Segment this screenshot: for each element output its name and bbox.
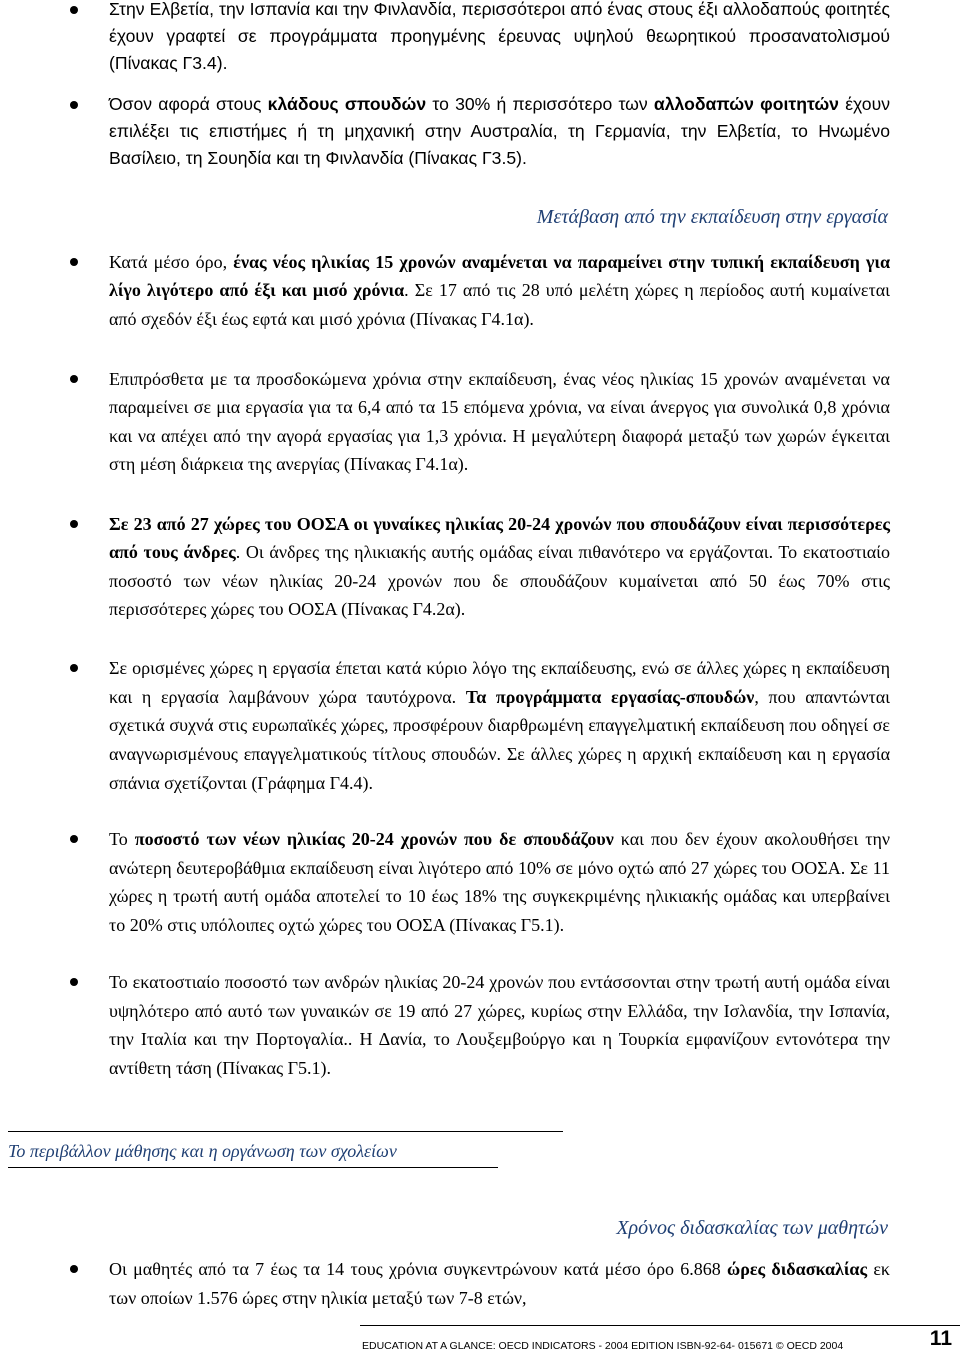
text-run: Το εκατοστιαίο ποσοστό των ανδρών ηλικίας 20-24 χρονών που εντάσσονται στην τρωτή αυτή ομάδα είναι υψηλότερο από αυτό των γυναικών σε 19 από 27 χώρες, κυρίως στην Ελλάδα, την Ισλανδία, την Ισπανία, την Ιταλία και την Πορτογαλία.. Η Δανία, το Λουξεμβούργο και η Τουρκία εμφανίζουν εντονότερα την αντίθετη τάση (Πίνακας Γ5.1).	[109, 972, 890, 1079]
text-run: το 30% ή περισσότερο των	[426, 94, 654, 114]
bold-text: ποσοστό των νέων ηλικίας 20-24 χρονών που δε σπουδάζουν	[134, 829, 614, 849]
text-run: Κατά μέσο όρο,	[109, 252, 234, 272]
text-run: , που απαντώνται σχετικά συχνά στις ευρωπαϊκές χώρες, προσφέρουν διαρθρωμένη επαγγελματική εκπαίδευση που οδηγεί σε αναγνωρισμένους επαγγελματικούς τίτλους σπουδών. Σε άλλες χώρες η αρχική εκπαίδευση και η εργασία σπάνια σχετίζονται (Γράφημα Γ4.4).	[109, 686, 891, 793]
text-run: . Σε 17 από τις 28 υπό μελέτη χώρες η περίοδος αυτή κυμαίνεται από σχεδόν έξι έως εφτά και μισό χρόνια (Πίνακας Γ4.1α).	[109, 280, 890, 329]
subsection-heading: Χρόνος διδασκαλίας των μαθητών	[616, 1217, 888, 1239]
paragraph	[109, 0, 890, 77]
paragraph	[109, 365, 890, 479]
bullet-dot	[70, 258, 78, 266]
text-run: Στην Ελβετία, την Ισπανία και την Φινλανδία, περισσότεροι από ένας στους έξι αλλοδαπούς φοιτητές έχουν γραφτεί σε προγράμματα προηγμένης έρευνας υψηλού θεωρητικού προσανατολισμού (Πίνακας Γ3.4).	[109, 0, 890, 73]
text-run: και που δεν έχουν ακολουθήσει την ανώτερη δευτεροβάθμια εκπαίδευση είναι λιγότερο από 10% σε μόνο οχτώ από 27 χώρες του ΟΟΣΑ. Σε 11 χώρες η τρωτή αυτή ομάδα αποτελεί το 10 έως 18% της συγκεκριμένης ηλικιακής ομάδας και υπερβαίνει το 20% στις υπόλοιπες οχτώ χώρες του ΟΟΣΑ (Πίνακας Γ5.1).	[109, 829, 890, 936]
bullet-item	[70, 248, 890, 333]
text-run: Οι μαθητές από τα 7 έως τα 14 τους χρόνια συγκεντρώνουν κατά μέσο όρο 6.868	[109, 1259, 728, 1279]
bullet-dot	[70, 978, 78, 986]
bullet-item	[70, 825, 890, 940]
text-run: Επιπρόσθετα με τα προσδοκώμενα χρόνια στην εκπαίδευση, ένας νέος ηλικίας 15 χρονών αναμένεται να παραμείνει σε μια εργασία για τα 6,4 από τα 15 επόμενα χρόνια, να είναι άνεργος για συνολικά 0,8 χρόνια και να απέχει από την αγορά εργασίας για 1,3 χρόνια. Η μεγαλύτερη διαφορά μεταξύ των χωρών έγκειται στη μέση διάρκεια της ανεργίας (Πίνακας Γ4.1α).	[109, 369, 890, 475]
bullet-item	[70, 0, 890, 77]
text-run: . Οι άνδρες της ηλικιακής αυτής ομάδας είναι πιθανότερο να εργάζονται. Το εκατοστιαίο ποσοστό των νέων ηλικίας 20-24 χρονών που δε σπουδάζουν κυμαίνεται από 50 έως 70% στις περισσότερες χώρες του ΟΟΣΑ (Πίνακας Γ4.2α).	[109, 542, 891, 620]
bullet-dot	[70, 520, 78, 528]
bullet-dot	[70, 664, 78, 672]
subsection-heading: Μετάβαση από την εκπαίδευση στην εργασία	[536, 206, 888, 228]
bullet-dot	[70, 1265, 78, 1273]
paragraph	[109, 248, 890, 333]
paragraph	[109, 654, 890, 798]
bullet-item	[70, 1255, 890, 1312]
bullet-dot	[70, 835, 78, 843]
section-rule	[8, 1167, 498, 1168]
paragraph	[109, 1255, 890, 1312]
footer-rule	[360, 1325, 960, 1326]
paragraph	[109, 510, 890, 624]
paragraph	[109, 91, 890, 172]
bold-text: Σε 23 από 27 χώρες του ΟΟΣΑ οι γυναίκες ηλικίας 20-24 χρονών που σπουδάζουν είναι περισσότερες από τους άνδρες	[109, 514, 890, 563]
section-title: Το περιβάλλον μάθησης και η οργάνωση των σχολείων	[8, 1141, 397, 1161]
paragraph	[109, 825, 890, 940]
bullet-dot	[70, 6, 78, 14]
text-run: Όσον αφορά στους	[109, 94, 268, 114]
text-run: Σε ορισμένες χώρες η εργασία έπεται κατά κύριο λόγο της εκπαίδευσης, ενώ σε άλλες χώρες η εκπαίδευση και η εργασία λαμβάνουν χώρα ταυτόχρονα.	[109, 658, 890, 707]
text-run: Το	[109, 829, 135, 849]
bold-text: ώρες διδασκαλίας	[727, 1259, 868, 1279]
page-number: 11	[929, 1327, 952, 1350]
bullet-dot	[70, 375, 78, 383]
bullet-item	[70, 654, 890, 798]
bullet-item	[70, 968, 890, 1083]
bullet-dot	[70, 101, 78, 109]
section-rule	[8, 1131, 563, 1132]
bullet-item	[70, 91, 890, 172]
bold-text: ένας νέος ηλικίας 15 χρονών αναμένεται να παραμείνει στην τυπική εκπαίδευση για λίγο λιγότερο από έξι και μισό χρόνια	[109, 252, 890, 301]
paragraph	[109, 968, 890, 1083]
text-run: εκ των οποίων 1.576 ώρες στην ηλικία μεταξύ των 7-8 ετών,	[109, 1259, 890, 1308]
bold-text: κλάδους σπουδών	[267, 94, 427, 114]
footer-text: EDUCATION AT A GLANCE: OECD INDICATORS - 2004 EDITION ISBN-92-64- 015671 © OECD 2004	[362, 1340, 844, 1352]
bold-text: Τα προγράμματα εργασίας-σπουδών	[465, 686, 755, 707]
text-run: έχουν επιλέξει τις επιστήμες ή τη μηχανική στην Αυστραλία, τη Γερμανία, την Ελβετία, το Ηνωμένο Βασίλειο, τη Σουηδία και τη Φινλανδία (Πίνακας Γ3.5).	[109, 94, 890, 168]
bold-text: αλλοδαπών φοιτητών	[653, 94, 839, 114]
bullet-item	[70, 365, 890, 479]
bullet-item	[70, 510, 890, 624]
